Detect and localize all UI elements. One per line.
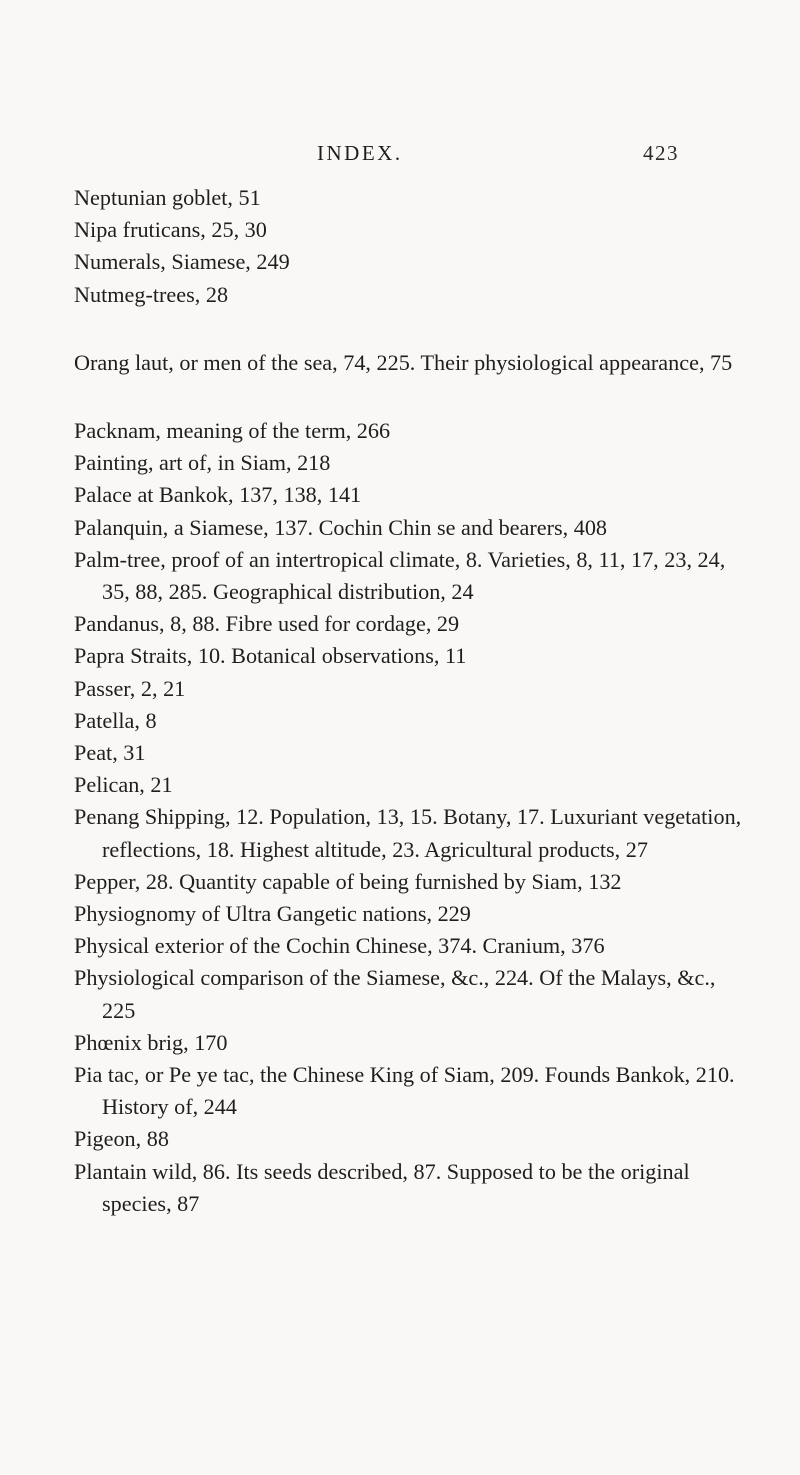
index-entry-patella: Patella, 8 bbox=[74, 707, 157, 733]
index-entry-palm-tree: Palm-tree, proof of an intertropical climate, 8. Varieties, 8, 11, 17, 23, 24, 35, 88, 285. Geographical distribution, 24 bbox=[74, 546, 726, 605]
page-number: 423 bbox=[643, 141, 679, 165]
index-entry-palace-at-bankok: Palace at Bankok, 137, 138, 141 bbox=[74, 482, 362, 508]
index-entry-physical-exterior: Physical exterior of the Cochin Chinese, 374. Cranium, 376 bbox=[74, 933, 605, 959]
index-entry-pia-tac: Pia tac, or Pe ye tac, the Chinese King of Siam, 209. Founds Bankok, 210. History of, 244 bbox=[74, 1062, 735, 1120]
index-entry-physiological-comparison: Physiological comparison of the Siamese, &c., 224. Of the Malays, &c., 225 bbox=[74, 965, 716, 1023]
index-entry-numerals-siamese: Numerals, Siamese, 249 bbox=[74, 249, 290, 275]
index-entry-physiognomy: Physiognomy of Ultra Gangetic nations, 229 bbox=[74, 901, 471, 927]
index-entry-passer: Passer, 2, 21 bbox=[74, 675, 186, 701]
section-gap bbox=[74, 379, 754, 415]
index-entry-orang-laut: Orang laut, or men of the sea, 74, 225. Their physiological appearance, 75 bbox=[74, 349, 733, 375]
index-entry-pigeon: Pigeon, 88 bbox=[74, 1126, 169, 1152]
page-title: INDEX. bbox=[317, 141, 403, 165]
index-entry-palanquin: Palanquin, a Siamese, 137. Cochin Chin se and bearers, 408 bbox=[74, 514, 608, 540]
index-entry-papra-straits: Papra Straits, 10. Botanical observations, 11 bbox=[74, 643, 467, 669]
index-entry-plantain-wild: Plantain wild, 86. Its seeds described, 87. Supposed to be the original species, 87 bbox=[74, 1158, 690, 1216]
index-entry-phoenix-brig: Phœnix brig, 170 bbox=[74, 1029, 228, 1055]
page-header bbox=[0, 138, 800, 168]
index-entry-pandanus: Pandanus, 8, 88. Fibre used for cordage, 29 bbox=[74, 611, 460, 637]
index-entry-packnam: Packnam, meaning of the term, 266 bbox=[74, 418, 391, 444]
section-gap bbox=[74, 311, 754, 347]
index-entry-neptunian-goblet: Neptunian goblet, 51 bbox=[74, 185, 261, 210]
index-entries bbox=[74, 182, 754, 1220]
index-entry-nutmeg-trees: Nutmeg-trees, 28 bbox=[74, 281, 229, 307]
index-entry-pepper: Pepper, 28. Quantity capable of being furnished by Siam, 132 bbox=[74, 868, 622, 894]
index-entry-nipa-fruticans: Nipa fruticans, 25, 30 bbox=[74, 217, 267, 243]
index-entry-painting: Painting, art of, in Siam, 218 bbox=[74, 450, 331, 476]
index-entry-penang: Penang Shipping, 12. Population, 13, 15. Botany, 17. Luxuriant vegetation, reflections, 18. Highest altitude, 23. Agricultural products, 27 bbox=[74, 804, 742, 862]
index-entry-peat: Peat, 31 bbox=[74, 740, 146, 766]
index-entry-pelican: Pelican, 21 bbox=[74, 772, 173, 798]
